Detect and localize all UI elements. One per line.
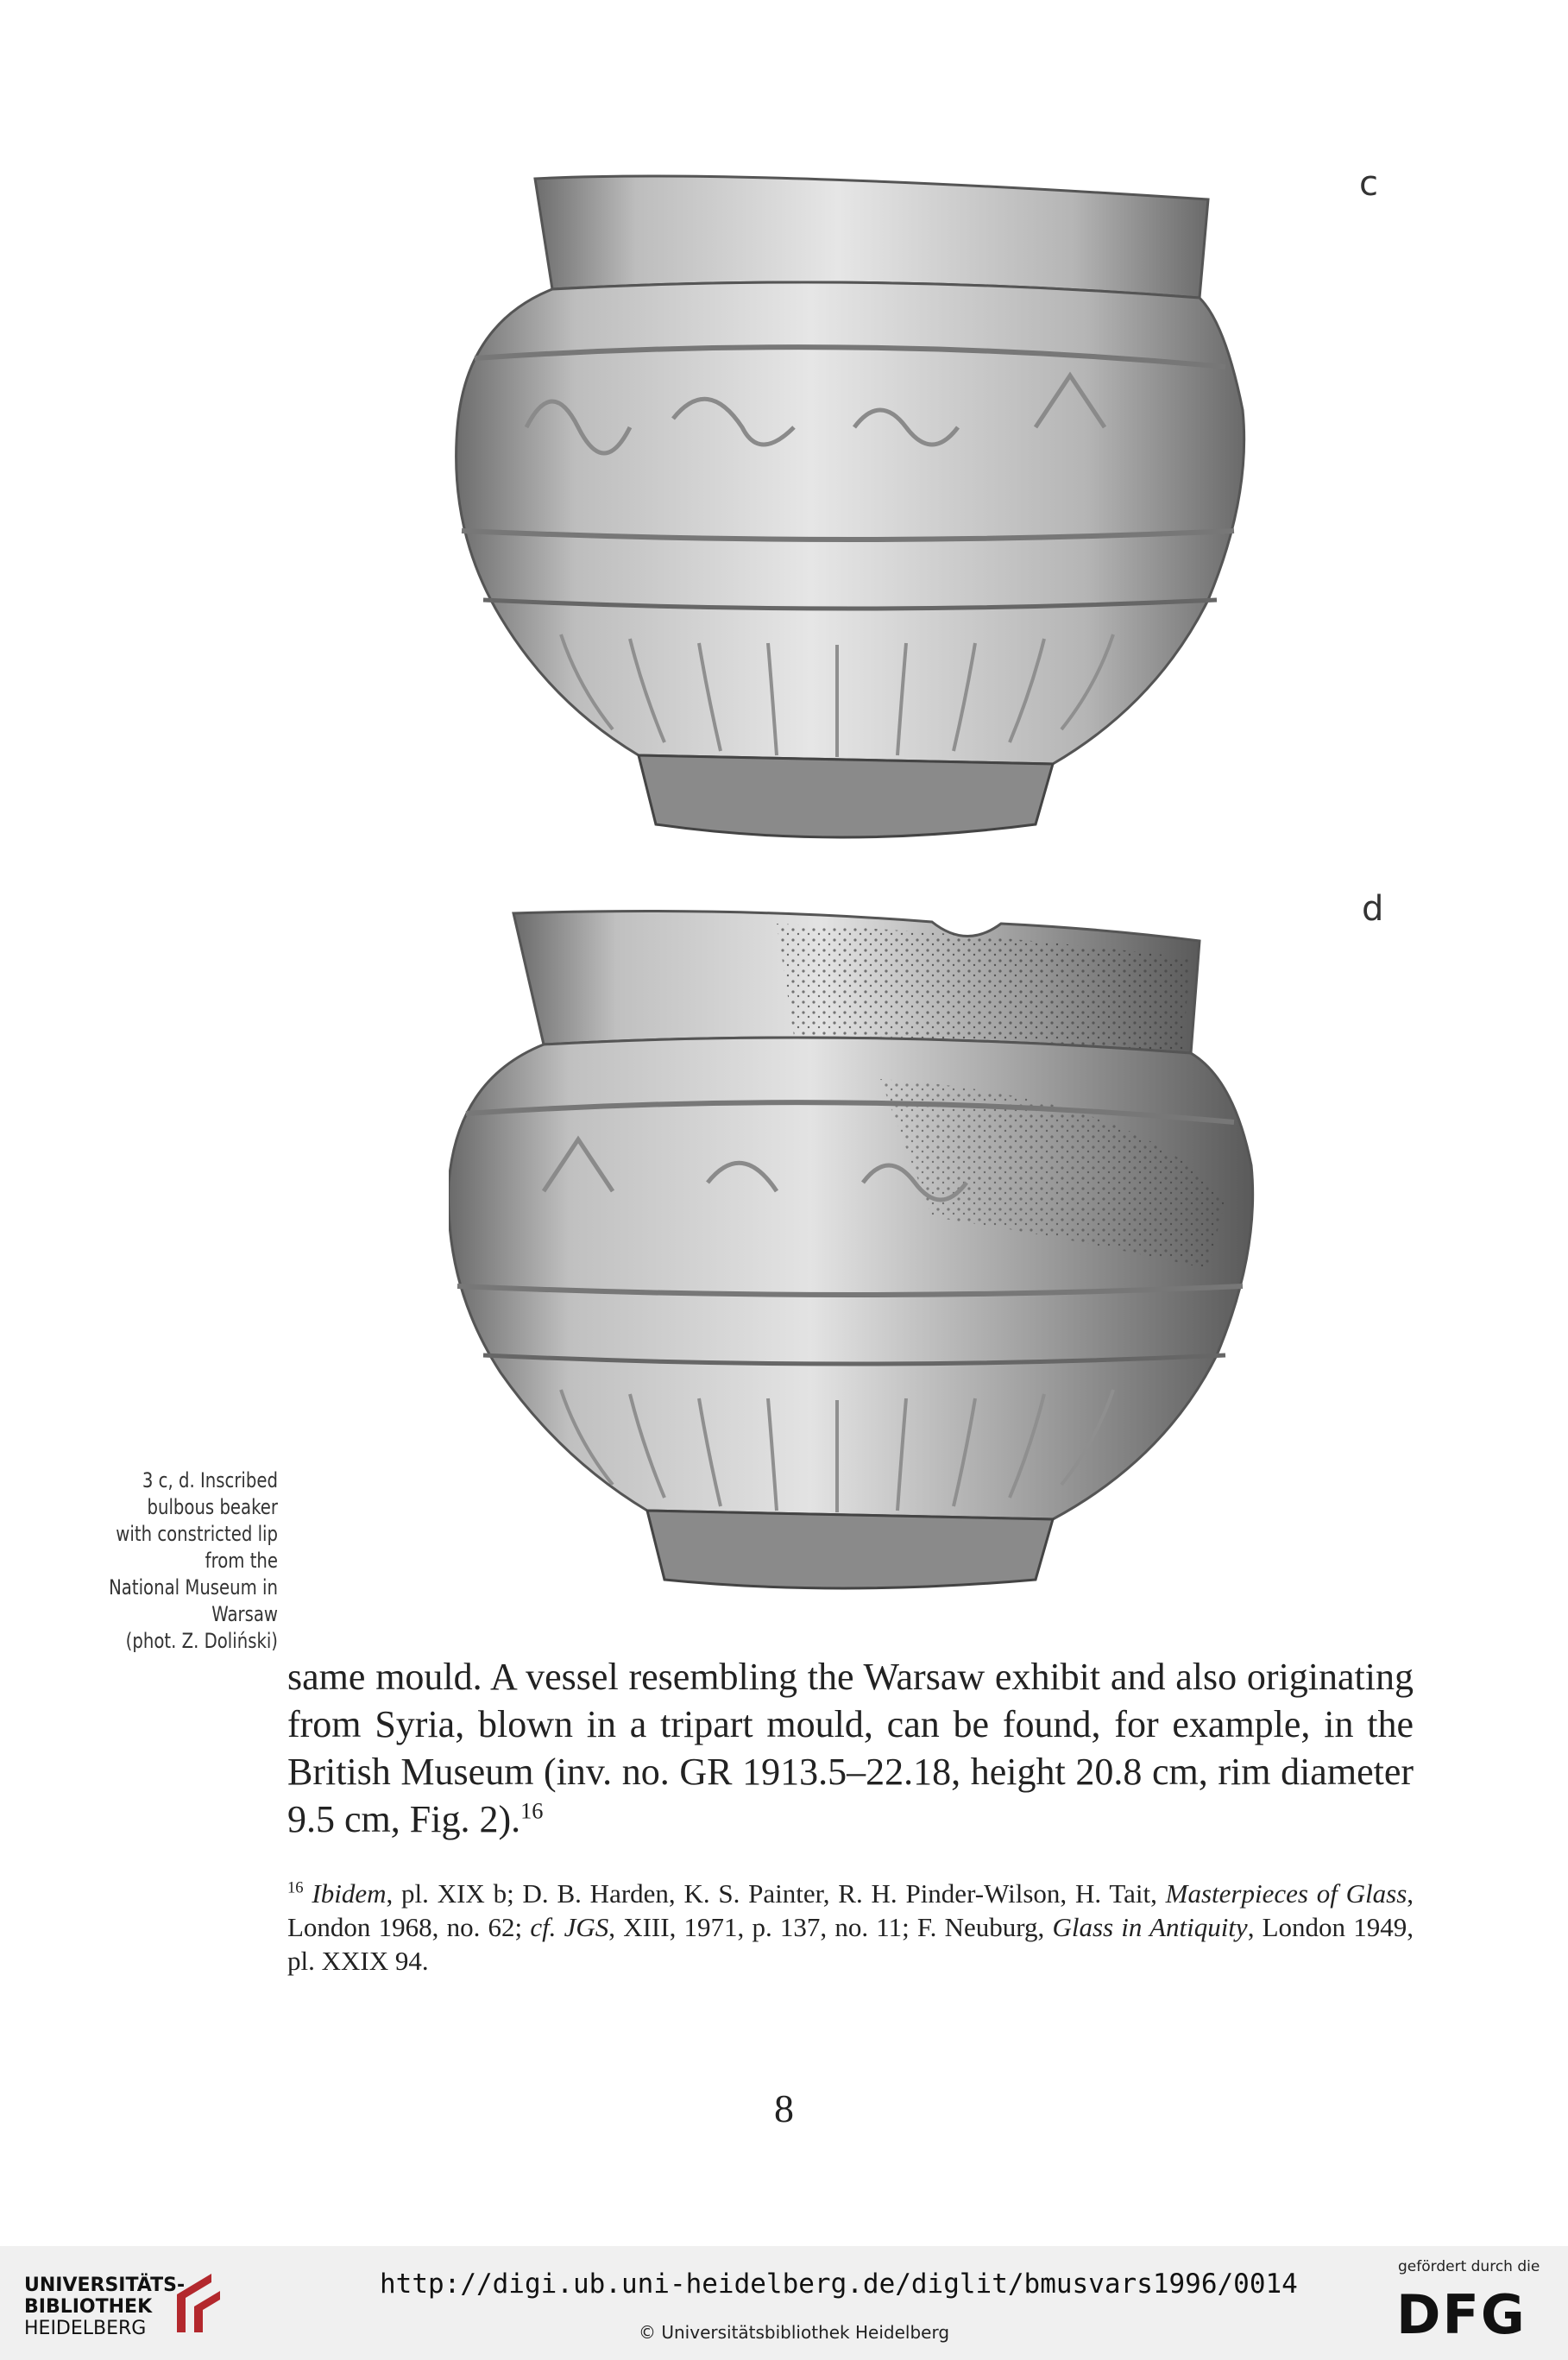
body-paragraph-text: same mould. A vessel resembling the Warsaw exhibit and also originating from Syria, blown in a tripart mould, can be found, for example, in the British Museum (inv. no. GR 1913.5–22.18, height 20.8 cm, rim diameter 9.5 cm, Fig. 2).	[287, 1656, 1414, 1840]
caption-line: (phot. Z. Doliński)	[125, 1629, 278, 1653]
caption-line: National Museum in Warsaw	[109, 1575, 278, 1626]
figure-caption	[72, 1467, 278, 1655]
figure-label-c: c	[1359, 164, 1378, 204]
copyright-notice: © Universitätsbibliothek Heidelberg	[639, 2322, 950, 2343]
caption-line: with constricted lip from the	[116, 1522, 278, 1573]
footnote-title: Masterpieces of Glass	[1165, 1878, 1407, 1909]
footnote-number: 16	[287, 1878, 304, 1897]
dfg-logo[interactable]: DFG	[1396, 2283, 1527, 2346]
library-name-line1: UNIVERSITÄTS-	[24, 2275, 186, 2296]
footnote-ibidem: Ibidem	[312, 1878, 387, 1909]
page-number: 8	[774, 2086, 794, 2130]
footnote	[287, 1877, 1414, 1978]
footer-bar	[0, 2246, 1568, 2360]
library-name-line3: HEIDELBERG	[24, 2318, 147, 2339]
body-paragraph	[287, 1653, 1414, 1843]
beaker-photo-c	[449, 168, 1277, 859]
footnote-text: , pl. XIX b; D. B. Harden, K. S. Painter, R. H. Pinder-Wilson, H. Tait,	[386, 1878, 1166, 1909]
library-name-line2: BIBLIOTHEK	[24, 2296, 153, 2318]
footnote-reference[interactable]: 16	[520, 1797, 544, 1824]
footnote-text: , London 1949, pl. XXIX 94.	[287, 1912, 1414, 1976]
footnote-cf: cf. JGS	[530, 1912, 609, 1942]
footnote-text: , London 1968, no. 62;	[287, 1878, 1414, 1942]
footnote-title: Glass in Antiquity	[1052, 1912, 1248, 1942]
funding-text: gefördert durch die	[1398, 2258, 1540, 2275]
library-logo-icon[interactable]	[160, 2269, 232, 2341]
permalink-url[interactable]: http://digi.ub.uni-heidelberg.de/diglit/bmusvars1996/0014	[380, 2269, 1298, 2300]
figure-label-d: d	[1362, 889, 1384, 929]
footnote-text: , XIII, 1971, p. 137, no. 11; F. Neuburg,	[608, 1912, 1053, 1942]
beaker-photo-d	[449, 906, 1277, 1597]
caption-line: 3 c, d. Inscribed bulbous beaker	[142, 1468, 278, 1519]
